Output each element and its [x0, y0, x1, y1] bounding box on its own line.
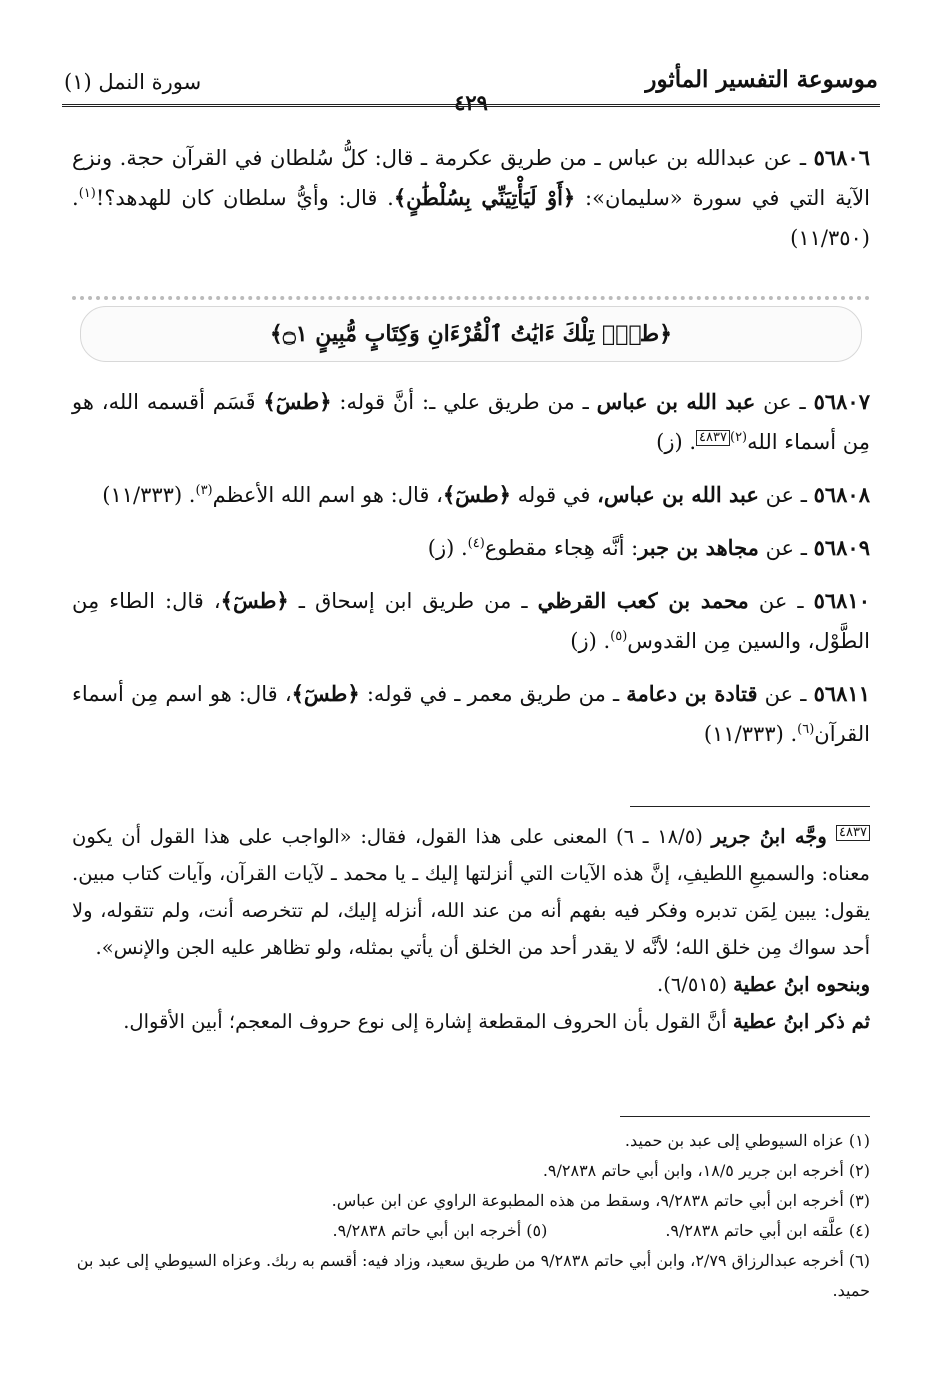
- entry-number: ٥٦٨٠٨: [813, 482, 870, 507]
- quran-quote: ﴿أَوْ لَيَأْتِيَنِّي بِسُلْطَٰنٍ﴾: [393, 185, 576, 210]
- page-number: ٤٢٩: [454, 90, 488, 115]
- footnote-3: (٣) أخرجه ابن أبي حاتم ٩/٢٨٣٨، وسقط من هذه المطبوعة الراوي عن ابن عباس.: [331, 1191, 870, 1210]
- editorial-note: [72, 818, 870, 1040]
- entry-56809: [72, 528, 870, 568]
- entry-source: . (١١/٣٥٠): [72, 186, 870, 250]
- footnote-2: (٢) أخرجه ابن جرير ١٨/٥، وابن أبي حاتم ٩/٢٨٣٨.: [542, 1161, 870, 1180]
- footnote-marker: (٢): [729, 430, 748, 445]
- quran-quote: ﴿طسٓ﴾: [291, 681, 360, 706]
- note-paragraph-3: [72, 1003, 870, 1040]
- entry-text-2: ، قال: هو اسم الله الأعظم: [212, 483, 443, 507]
- note-reference-box: ٤٨٣٧: [696, 430, 730, 446]
- entry-source: . (ز): [656, 430, 697, 454]
- entry-source: . (١١/٣٣٣): [102, 483, 196, 507]
- note-reference-box: ٤٨٣٧: [836, 825, 870, 841]
- entry-56806: [72, 138, 870, 258]
- ayah-text: ﴿طسٓۚ تِلْكَ ءَايَٰتُ ٱلْقُرْءَانِ وَكِتَابٍ مُّبِينٍ ۝١﴾: [80, 306, 862, 362]
- dotted-divider: [72, 296, 870, 306]
- entry-56808: [72, 475, 870, 515]
- footnote-separator: [620, 1116, 870, 1117]
- entry-number: ٥٦٨١١: [813, 681, 870, 706]
- note-author-2: ابنُ عطية: [733, 973, 810, 996]
- footnote-4: (٤) علَّقه ابن أبي حاتم ٩/٢٨٣٨.: [665, 1221, 870, 1240]
- surah-label: سورة النمل (١): [64, 70, 202, 94]
- note-lead-3: ثم ذكر: [809, 1010, 870, 1033]
- footnote-marker: (٣): [195, 483, 213, 498]
- note-lead-2: وبنحوه: [809, 973, 870, 996]
- entry-56807: [72, 382, 870, 462]
- narrator-name: عبد الله بن عباس: [596, 389, 756, 414]
- note-separator: [630, 806, 870, 807]
- note-text: (١٨/٥ ـ ٦) المعنى على هذا القول، فقال: «الواجب على هذا القول أن يكون معناه: والسميعِ اللطيفِ، إنَّ هذه الآيات التي أنزلتها إليك ـ يا محمد ـ لآيات القرآن، وآيات كتاب مبين. يقول: يبين لِمَن تدبره وفكر فيه بفهم أنه من عند الله، أنزله إليك، لم تتخرصه أنت، ولم تتقوله، ولا أحد سواك مِن خلق الله؛ لأنَّه لا يقدر أحد من الخلق أن يأتي بمثله، ولو تظاهر عليه الجن والإنس».: [72, 825, 870, 959]
- entry-56811: [72, 674, 870, 754]
- note-text-3: أنَّ القول بأن الحروف المقطعة إشارة إلى نوع حروف المعجم؛ أبين الأقوال.: [123, 1010, 733, 1033]
- footnote-6: (٦) أخرجه عبدالرزاق ٢/٧٩، وابن أبي حاتم ٩/٢٨٣٨ من طريق سعيد، وزاد فيه: أقسم به ربك. وعزاه السيوطي إلى عبد بن حميد.: [76, 1251, 870, 1300]
- header-rule: [62, 104, 880, 107]
- entry-number: ٥٦٨١٠: [813, 588, 870, 613]
- footnote-marker: (٤): [467, 536, 485, 551]
- entry-text-2: ، قال: الطاء مِن الطَّوْل، والسين مِن القدوس: [72, 589, 870, 653]
- page-header: [62, 60, 880, 115]
- entry-source: . (ز): [570, 629, 611, 653]
- quran-quote: ﴿طسٓ﴾: [263, 389, 332, 414]
- entry-text: : أنَّه هِجاء مقطوع: [484, 536, 639, 560]
- entry-text: ـ عن عبدالله بن عباس ـ من طريق عكرمة ـ قال: كلُّ سُلطان في القرآن حجة. ونزع الآية التي في سورة «سليمان»:: [72, 146, 870, 210]
- note-author: ابنُ جرير: [711, 825, 786, 848]
- entry-text: ـ من طريق ابن إسحاق ـ: [288, 589, 538, 613]
- narrator-name: مجاهد بن جبر: [638, 535, 759, 560]
- entry-number: ٥٦٨٠٦: [813, 145, 870, 170]
- note-paragraph-2: [72, 966, 870, 1003]
- ayah-banner: [72, 296, 870, 366]
- footnote-5: (٥) أخرجه ابن أبي حاتم ٩/٢٨٣٨.: [332, 1221, 548, 1240]
- narrator-name: عبد الله بن عباس،: [597, 482, 759, 507]
- note-lead: وجَّه: [785, 825, 837, 848]
- footnote-marker: (١): [78, 186, 96, 201]
- footnote-marker: (٦): [797, 722, 815, 737]
- footnote-marker: (٥): [610, 629, 628, 644]
- entry-pre: ـ عن: [758, 483, 814, 507]
- entry-text: ـ من طريق معمر ـ في قوله:: [359, 682, 627, 706]
- entry-number: ٥٦٨٠٩: [813, 535, 870, 560]
- entry-text: في قوله: [510, 483, 598, 507]
- entry-source: . (ز): [427, 536, 468, 560]
- footnotes: [72, 1126, 870, 1306]
- entry-56810: [72, 581, 870, 661]
- entries-top: [72, 138, 870, 271]
- entry-text: ـ من طريق علي ـ: أنَّ قوله:: [331, 390, 597, 414]
- note-text-2: (٦/٥١٥).: [657, 973, 734, 996]
- footnote-row-4-5: [72, 1216, 870, 1246]
- entries: [72, 382, 870, 767]
- note-paragraph-1: [72, 818, 870, 966]
- entry-text-2: . قال: وأيُّ سلطان كان للهدهد؟!: [95, 186, 394, 210]
- note-author-3: ابنُ عطية: [732, 1010, 810, 1033]
- entry-pre: ـ عن: [757, 682, 814, 706]
- book-title: موسوعة التفسير المأثور: [645, 66, 878, 93]
- narrator-name: محمد بن كعب القرظي: [537, 588, 749, 613]
- entry-pre: ـ عن: [758, 536, 814, 560]
- entry-text-2: قَسَم أقسمه الله، هو مِن أسماء الله: [72, 390, 870, 454]
- entry-number: ٥٦٨٠٧: [813, 389, 870, 414]
- footnote-1: (١) عزاه السيوطي إلى عبد بن حميد.: [624, 1131, 870, 1150]
- entry-source: . (١١/٣٣٣): [703, 722, 798, 746]
- narrator-name: قتادة بن دعامة: [626, 681, 758, 706]
- entry-pre: ـ عن: [748, 589, 814, 613]
- entry-text-2: ، قال: هو اسم مِن أسماء القرآن: [72, 682, 870, 746]
- entry-pre: ـ عن: [755, 390, 814, 414]
- quran-quote: ﴿طسٓ﴾: [442, 482, 511, 507]
- quran-quote: ﴿طسٓ﴾: [220, 588, 289, 613]
